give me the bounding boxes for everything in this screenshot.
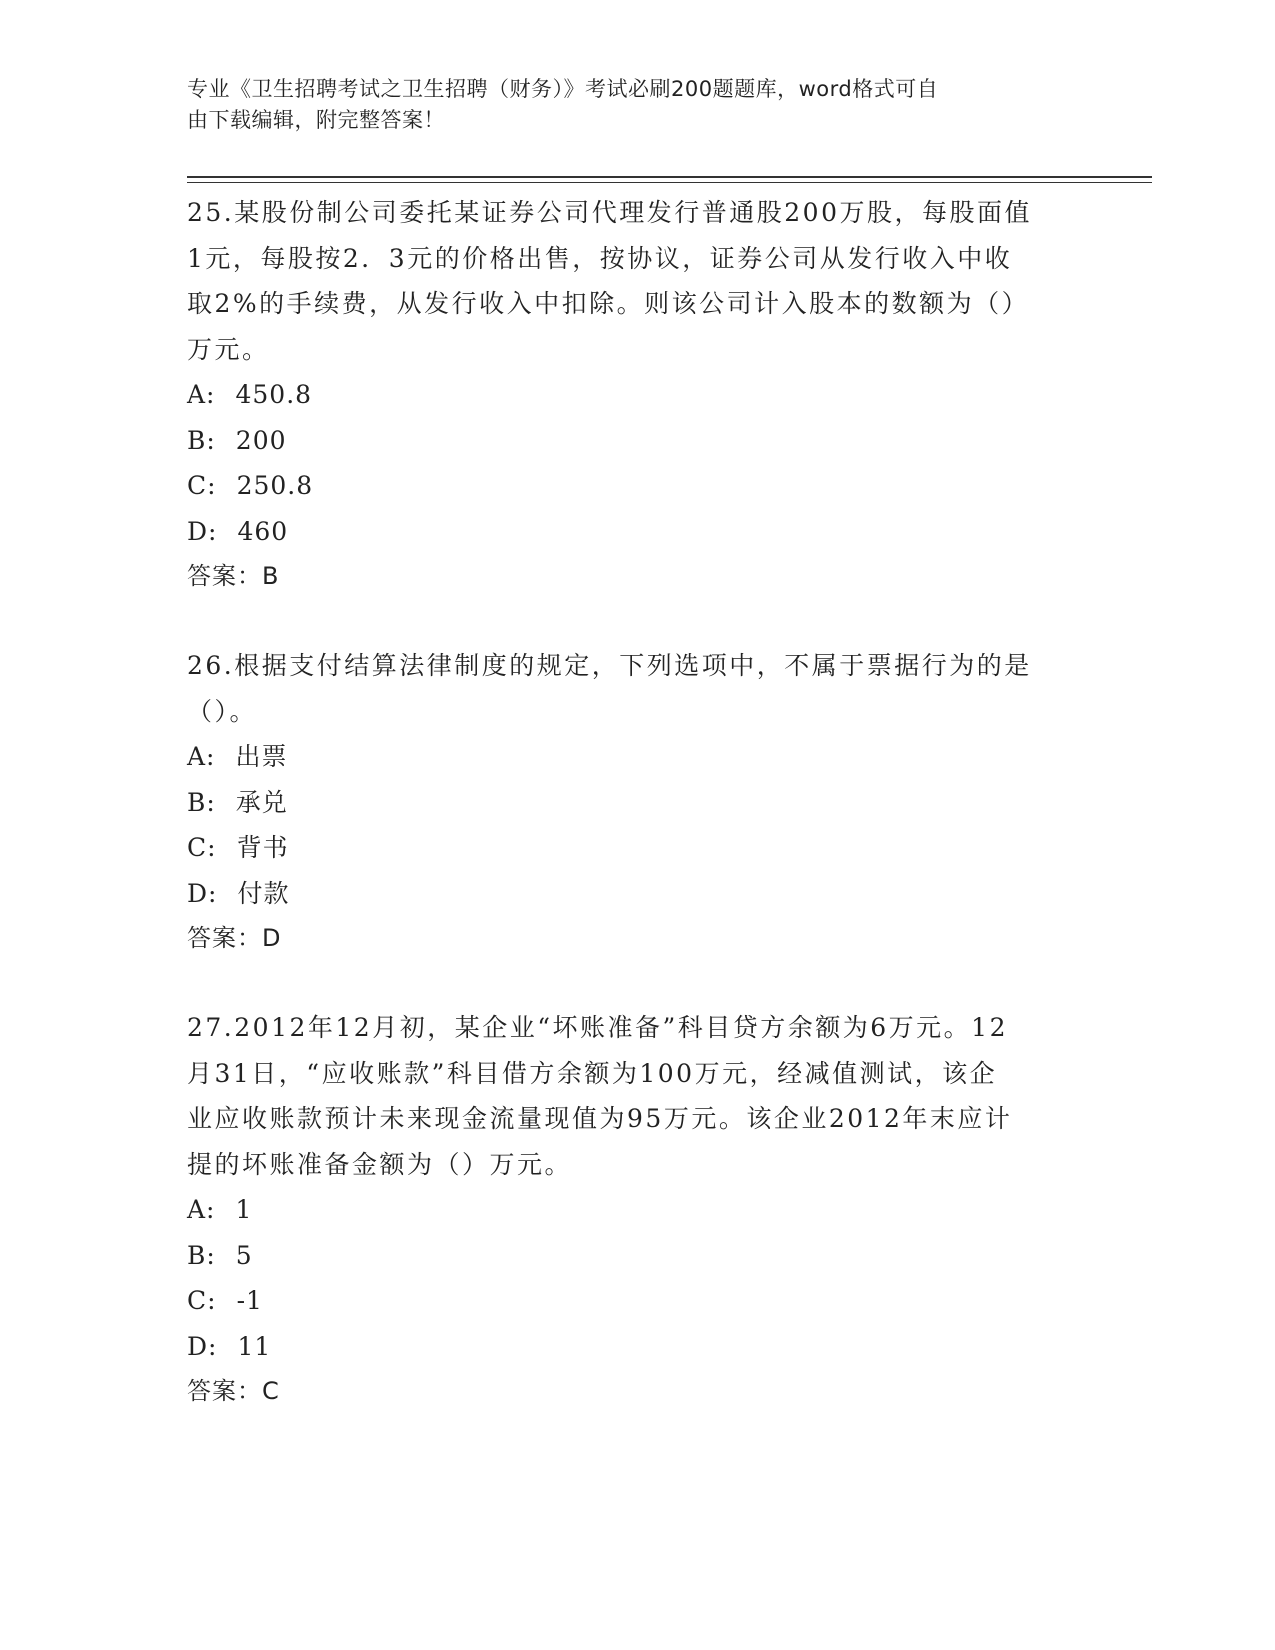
option-text: 承兑 [235, 787, 288, 817]
document-header [187, 74, 1067, 136]
option-key: B: [187, 1240, 216, 1270]
option-b [187, 418, 1077, 464]
answer-line: 答案：C [187, 1377, 280, 1405]
option-c [187, 1278, 1077, 1324]
option-key: A: [187, 1195, 216, 1224]
option-text: 5 [235, 1240, 253, 1270]
question-25 [187, 190, 1077, 599]
question-stem-line: （）。 [187, 696, 258, 726]
option-text: 出票 [235, 742, 288, 771]
option-a [187, 372, 1077, 418]
header-divider-thick [187, 176, 1152, 178]
option-key: C: [187, 1286, 217, 1315]
header-line-1: 专业《卫生招聘考试之卫生招聘（财务）》考试必刷200题题库，word格式可自 [187, 77, 939, 101]
option-a [187, 1187, 1077, 1233]
question-stem-line: 业应收账款预计未来现金流量现值为95万元。该企业2012年末应计 [187, 1104, 1013, 1133]
option-text: 付款 [237, 878, 290, 908]
option-text: 11 [237, 1331, 272, 1361]
option-text: 背书 [236, 833, 289, 862]
option-b [187, 1233, 1077, 1279]
question-list [187, 190, 1077, 1458]
option-d [187, 871, 1077, 917]
option-text: 460 [237, 516, 289, 546]
question-stem-line: 1元，每股按2．3元的价格出售，按协议，证券公司从发行收入中收 [187, 243, 1013, 273]
question-stem-line: 27.2012年12月初，某企业“坏账准备”科目贷方余额为6万元。12 [187, 1013, 1008, 1042]
option-a [187, 734, 1077, 780]
option-d [187, 1324, 1077, 1370]
question-stem-line: 26.根据支付结算法律制度的规定，下列选项中，不属于票据行为的是 [187, 651, 1032, 680]
option-d [187, 509, 1077, 555]
option-b [187, 780, 1077, 826]
option-key: D: [187, 1331, 218, 1361]
option-text: 250.8 [236, 471, 314, 500]
question-stem-line: 25.某股份制公司委托某证券公司代理发行普通股200万股，每股面值 [187, 198, 1032, 227]
option-key: D: [187, 878, 218, 908]
option-key: C: [187, 471, 217, 500]
option-text: -1 [236, 1286, 263, 1315]
question-stem-line: 取2%的手续费，从发行收入中扣除。则该公司计入股本的数额为（） [187, 289, 1030, 318]
option-text: 200 [235, 425, 287, 455]
option-key: A: [187, 380, 216, 409]
option-key: D: [187, 516, 218, 546]
header-divider-thin [187, 182, 1152, 183]
option-text: 450.8 [235, 380, 313, 409]
option-key: A: [187, 742, 216, 771]
question-26 [187, 643, 1077, 961]
option-key: C: [187, 833, 217, 862]
option-c [187, 825, 1077, 871]
option-text: 1 [235, 1195, 253, 1224]
question-stem-line: 万元。 [187, 334, 270, 364]
option-key: B: [187, 787, 216, 817]
question-27 [187, 1005, 1077, 1414]
question-stem-line: 提的坏账准备金额为（）万元。 [187, 1149, 573, 1179]
option-key: B: [187, 425, 216, 455]
header-line-2: 由下载编辑，附完整答案！ [187, 108, 445, 132]
question-stem-line: 月31日，“应收账款”科目借方余额为100万元，经减值测试，该企 [187, 1058, 998, 1088]
answer-line: 答案：D [187, 924, 282, 952]
option-c [187, 463, 1077, 509]
answer-line: 答案：B [187, 562, 280, 590]
